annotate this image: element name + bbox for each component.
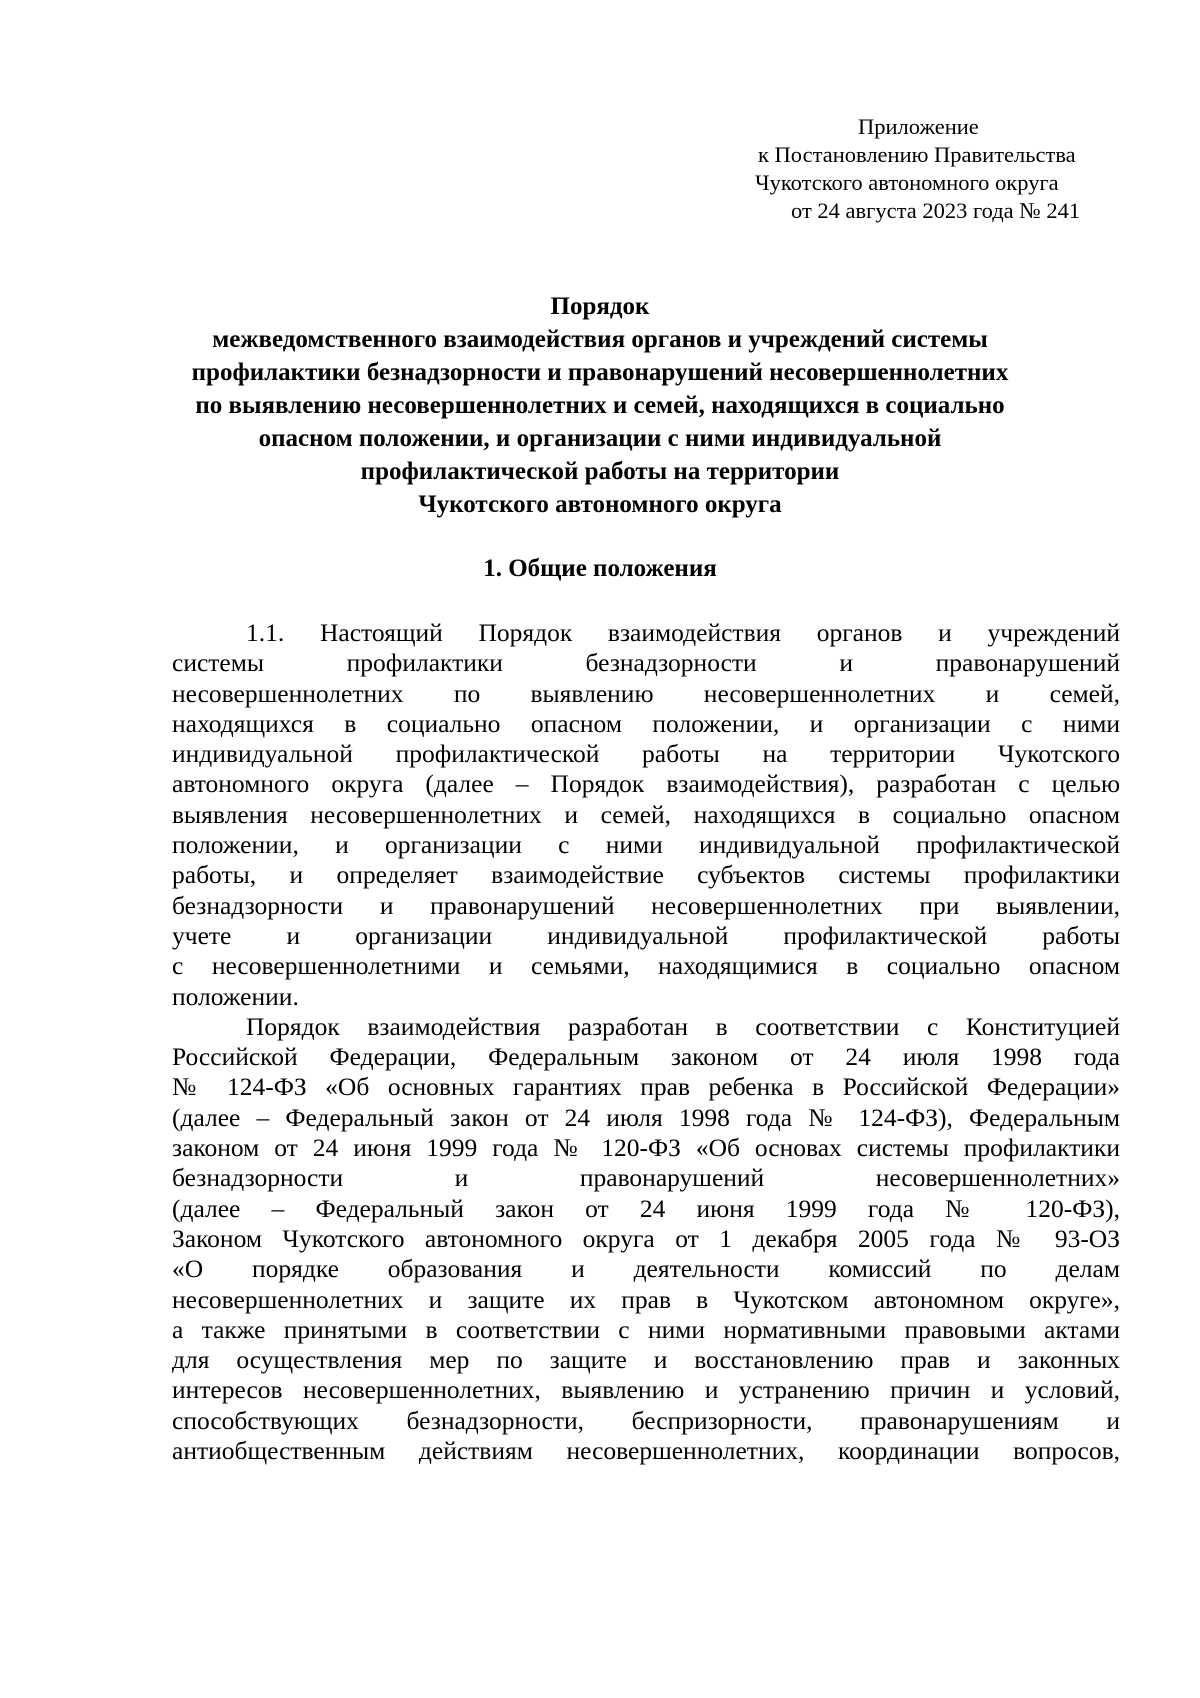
paragraph-2 [172, 1012, 1120, 1466]
text-line: учете и организации индивидуальной профилактической работы [172, 920, 1120, 950]
text-line: способствующих безнадзорности, беспризорности, правонарушениям и [172, 1405, 1120, 1435]
text-line: безнадзорности и правонарушений несовершеннолетних при выявлении, [172, 890, 1120, 920]
section-heading: 1. Общие положения [483, 555, 717, 582]
title-line: Чукотского автономного округа [418, 491, 782, 518]
text-line: Законом Чукотского автономного округа от 1 декабря 2005 года № 93-ОЗ [172, 1223, 1120, 1253]
appendix-date-number: от 24 августа 2023 года № 241 [791, 198, 1081, 223]
text-line: № 124-ФЗ «Об основных гарантиях прав ребенка в Российской Федерации» [172, 1072, 1120, 1102]
text-line: (далее – Федеральный закон от 24 июня 1999 года № 120-ФЗ), [172, 1193, 1120, 1223]
appendix-region: Чукотского автономного округа [755, 170, 1059, 195]
text-line: 1.1. Настоящий Порядок взаимодействия органов и учреждений [246, 618, 1120, 647]
text-line: Порядок взаимодействия разработан в соответствии с Конституцией [246, 1011, 1120, 1041]
title-line: межведомственного взаимодействия органов и учреждений системы [212, 326, 988, 353]
text-line: безнадзорности и правонарушений несовершеннолетних» [172, 1163, 1120, 1193]
title-line: Порядок [550, 293, 650, 320]
paragraph-1 [172, 618, 1120, 1012]
title-line: профилактики безнадзорности и правонарушений несовершеннолетних [191, 359, 1009, 386]
text-line: Российской Федерации, Федеральным законом от 24 июля 1998 года [172, 1042, 1120, 1072]
section-body [172, 618, 1120, 1466]
text-line: «О порядке образования и деятельности комиссий по делам [172, 1254, 1120, 1284]
text-line: несовершеннолетних по выявлению несовершеннолетних и семей, [172, 678, 1120, 708]
title-line: по выявлению несовершеннолетних и семей, находящихся в социально [195, 392, 1005, 419]
text-line: положении. [172, 981, 299, 1011]
text-line: несовершеннолетних и защите их прав в Чукотском автономном округе», [172, 1284, 1120, 1314]
text-line: индивидуальной профилактической работы на территории Чукотского [172, 739, 1120, 769]
appendix-label: Приложение [858, 114, 979, 139]
text-line: выявления несовершеннолетних и семей, находящихся в социально опасном [172, 799, 1120, 829]
title-line: профилактической работы на территории [360, 458, 840, 485]
text-line: а также принятыми в соответствии с ними нормативными правовыми актами [172, 1314, 1120, 1344]
appendix-header [740, 113, 1100, 225]
title-line: опасном положении, и организации с ними индивидуальной [258, 425, 942, 452]
document-title [150, 290, 1050, 521]
text-line: системы профилактики безнадзорности и правонарушений [172, 648, 1120, 678]
text-line: антиобщественным действиям несовершеннолетних, координации вопросов, [172, 1436, 1120, 1466]
text-line: интересов несовершеннолетних, выявлению и устранению причин и условий, [172, 1375, 1120, 1405]
text-line: работы, и определяет взаимодействие субъектов системы профилактики [172, 860, 1120, 890]
text-line: законом от 24 июня 1999 года № 120-ФЗ «Об основах системы профилактики [172, 1133, 1120, 1163]
text-line: автономного округа (далее – Порядок взаимодействия), разработан с целью [172, 769, 1120, 799]
text-line: с несовершеннолетними и семьями, находящимися в социально опасном [172, 951, 1120, 981]
text-line: для осуществления мер по защите и восстановлению прав и законных [172, 1345, 1120, 1375]
text-line: находящихся в социально опасном положении, и организации с ними [172, 708, 1120, 738]
text-line: (далее – Федеральный закон от 24 июля 1998 года № 124-ФЗ), Федеральным [172, 1102, 1120, 1132]
text-line: положении, и организации с ними индивидуальной профилактической [172, 830, 1120, 860]
appendix-decree-ref: к Постановлению Правительства [758, 142, 1076, 167]
